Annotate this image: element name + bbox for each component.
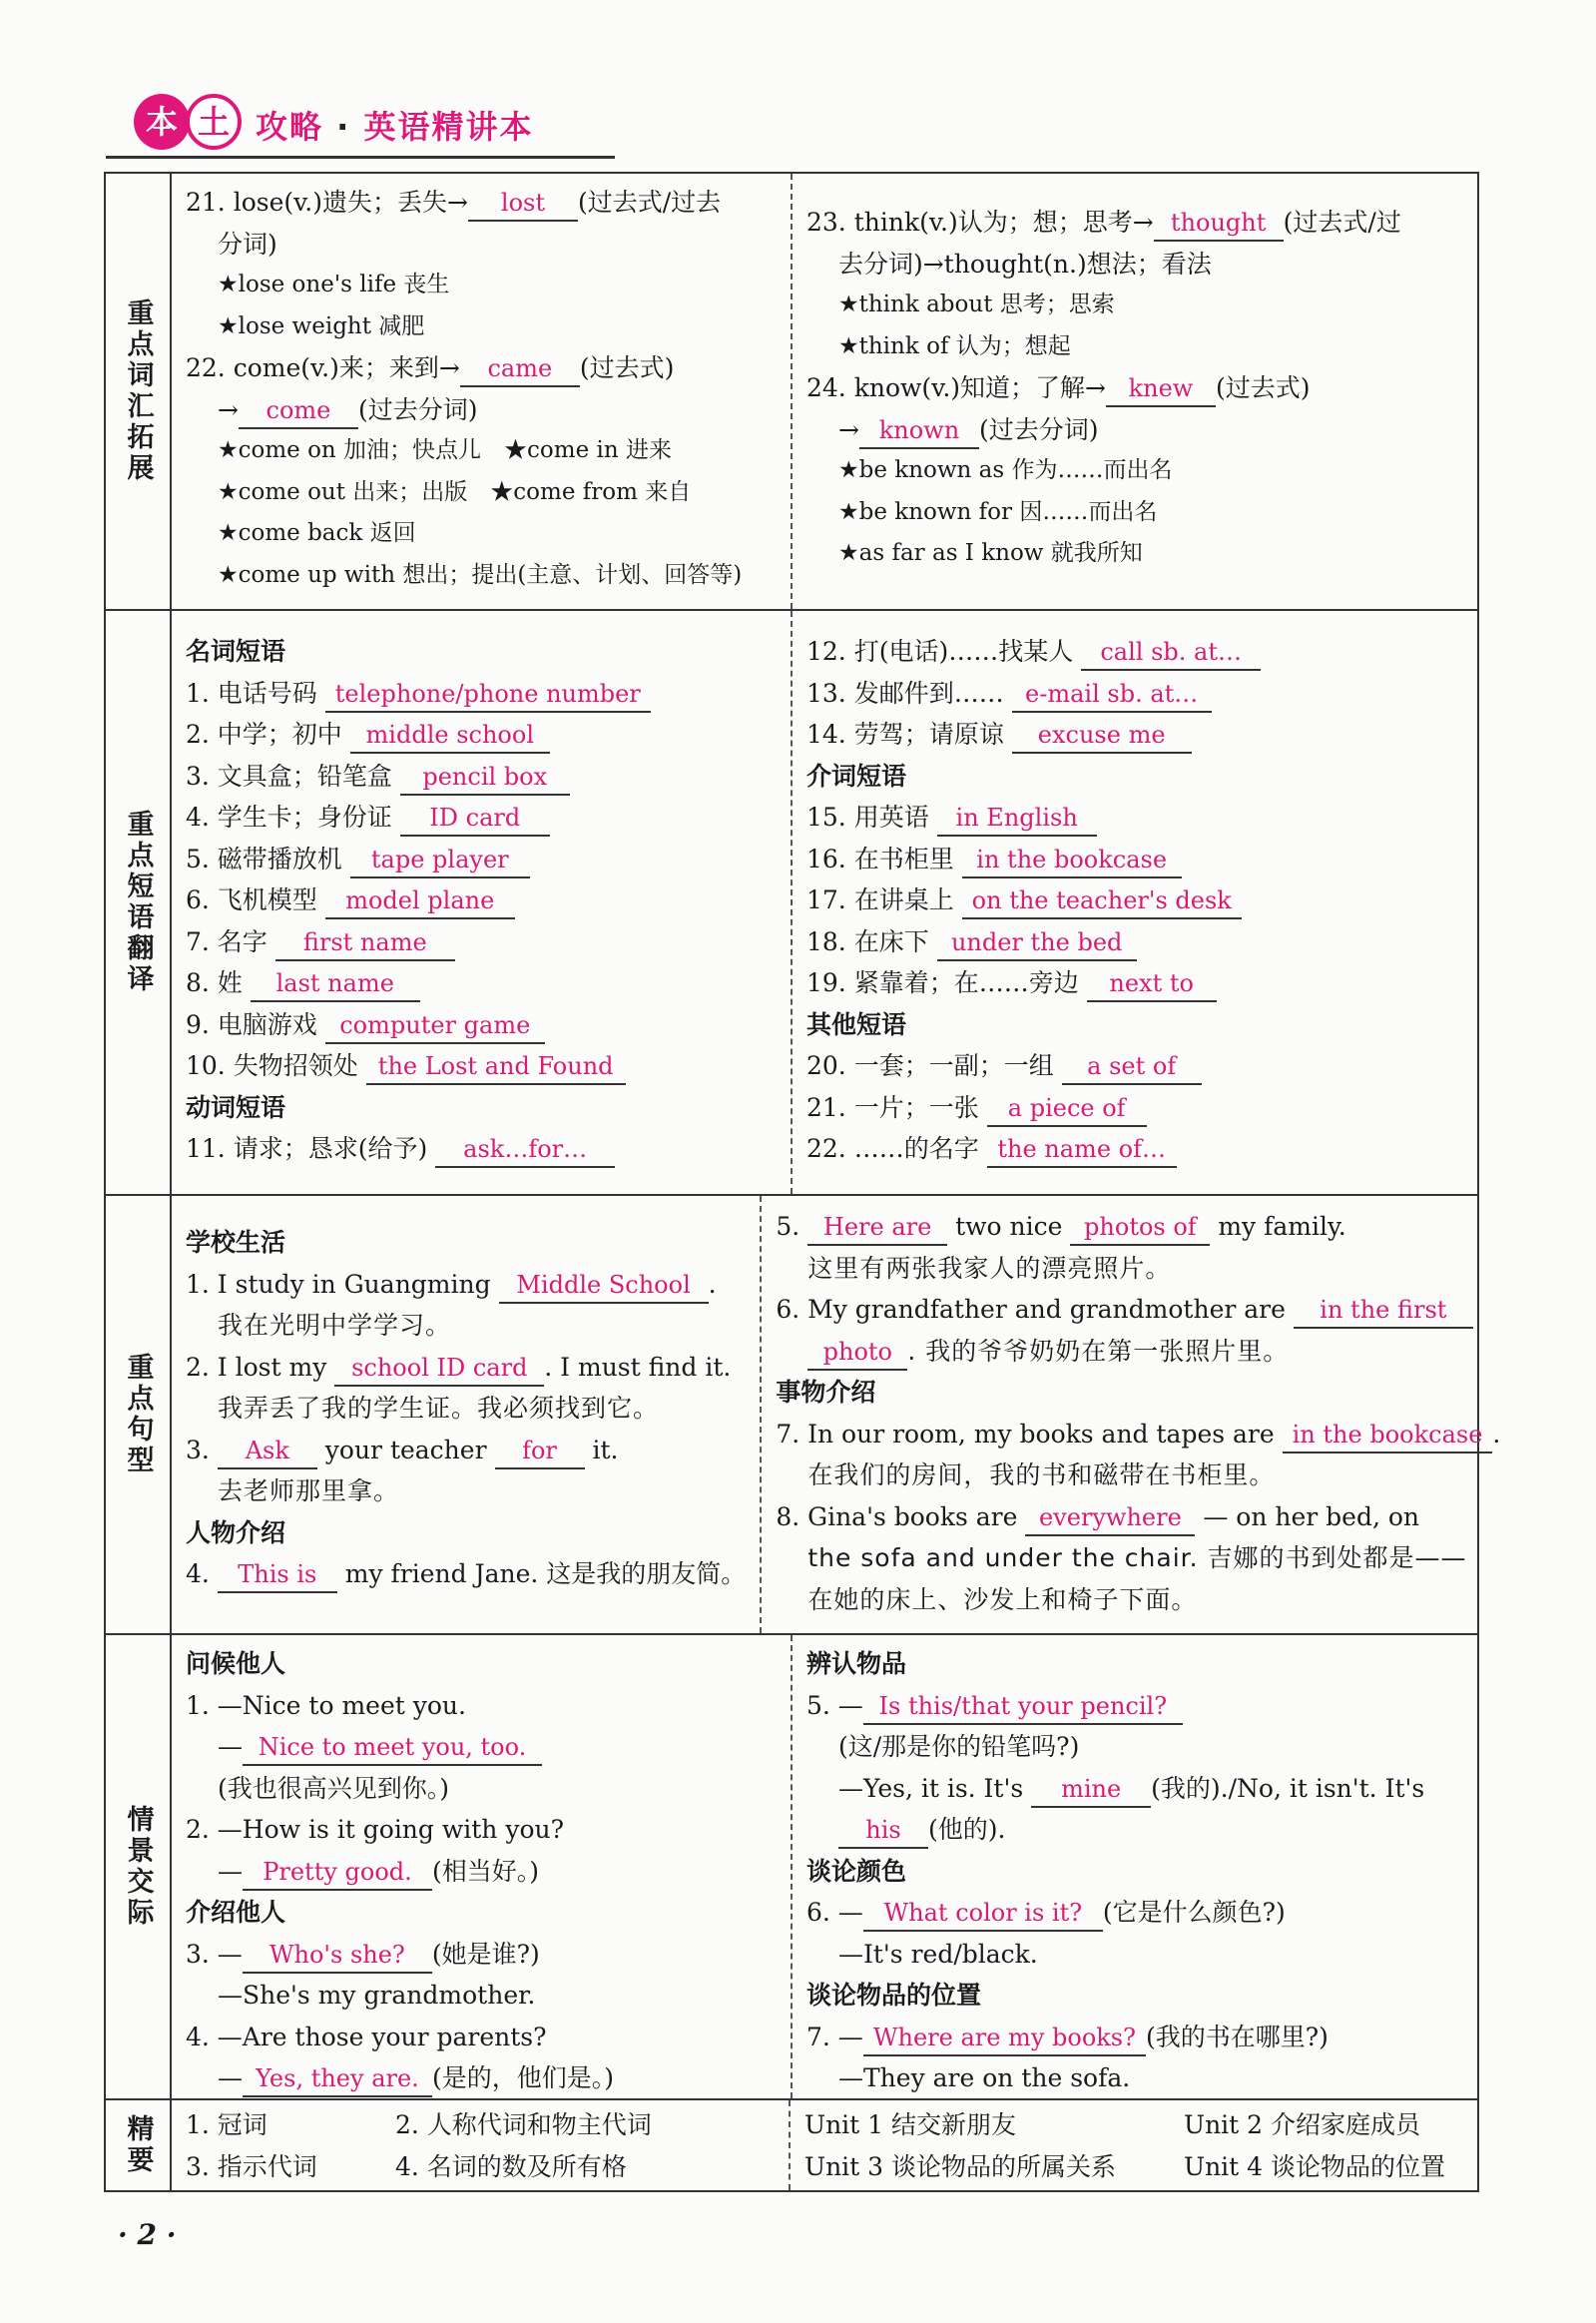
dialogue-left: 问候他人 1. —Nice to meet you. — Nice to meet you, too. (我也很高兴见到你。) 2. —How is it going with you? — Pretty good. (相当好。) 介绍他人 3. — Who's she? (她是谁?) —She's my grandmother. 4. —Are those your parents? — Yes, they are. (是的，他们是。) [172,1635,793,2098]
answer[interactable]: ask…for… [435,1132,615,1168]
answer[interactable]: in the bookcase [1283,1418,1493,1453]
answer[interactable]: Who's she? [243,1938,432,1974]
answer[interactable]: everywhere [1025,1500,1195,1536]
section-label: 重点词汇拓展 [106,174,172,609]
answer[interactable]: call sb. at… [1081,635,1261,671]
answer[interactable]: telephone/phone number [325,677,651,713]
section-phrases [106,611,1477,1196]
answer[interactable]: a piece of [987,1091,1147,1127]
summary-right: Unit 1 结交新朋友 Unit 2 介绍家庭成员 Unit 3 谈论物品的所属关系 Unit 4 谈论物品的位置 [804,2110,1446,2181]
section-vocab [106,174,1477,611]
section-label: 重点短语翻译 [106,611,172,1194]
answer[interactable]: in the first [1294,1293,1473,1329]
answer[interactable]: for [495,1434,585,1469]
answer[interactable]: Where are my books? [863,2021,1146,2056]
phrases-right: 12. 打(电话)……找某人 call sb. at… 13. 发邮件到…… e-mail sb. at… 14. 劳驾；请原谅 excuse me 介词短语 15. 用英语 in English 16. 在书柜里 in the bookcase 17. 在讲桌上 on the teacher's desk 18. 在床下 under the bed 19. 紧靠着；在……旁边 next to 其他短语 20. 一套；一副；一组 a set of 21. 一片；一张 a piece of 22. ……的名字 the name of… [793,611,1477,1194]
answer[interactable]: Is this/that your pencil? [863,1689,1183,1725]
answer[interactable]: Yes, they are. [243,2061,432,2097]
logo-char-2: 土 [186,94,242,150]
answer[interactable]: last name [251,966,420,1002]
answer[interactable]: thought [1154,206,1284,242]
answer[interactable]: excuse me [1012,718,1192,754]
page-number: · 2 · [118,2218,177,2251]
answer[interactable]: came [460,351,580,387]
answer[interactable]: come [239,393,358,429]
vocab-left: 21. lose(v.)遗失；丢失→ lost (过去式/过去 分词) ★lose one's life 丧生 ★lose weight 减肥 22. come(v.)来；来到→ came (过去式) → come (过去分词) ★come on 加油；快点儿 ★come in 进来 ★come out 出来；出版 ★come from 来自 ★come back 返回 ★come up with 想出；提出(主意、计划、回答等) [172,174,793,609]
answer[interactable]: tape player [350,843,530,878]
answer[interactable]: pencil box [400,760,570,796]
answer[interactable]: knew [1106,371,1216,407]
section-sentences [106,1196,1501,1635]
answer[interactable]: the Lost and Found [366,1049,626,1085]
book-name: 英语精讲本 [363,108,534,146]
answer[interactable]: Nice to meet you, too. [243,1730,542,1766]
answer[interactable]: school ID card [334,1351,544,1387]
answer[interactable]: first name [275,925,455,961]
answer[interactable]: known [859,413,979,449]
section-label: 精要 [106,2100,172,2190]
phrases-left: 名词短语 1. 电话号码 telephone/phone number 2. 中学；初中 middle school 3. 文具盒；铅笔盒 pencil box 4. 学生卡；身份证 ID card 5. 磁带播放机 tape player 6. 飞机模型 model plane 7. 名字 first name 8. 姓 last name 9. 电脑游戏 computer game 10. 失物招领处 the Lost and Found 动词短语 11. 请求；恳求(给予) ask…for… [172,611,793,1194]
answer[interactable]: Ask [218,1434,317,1469]
answer[interactable]: under the bed [937,925,1137,961]
answer[interactable]: e-mail sb. at… [1012,677,1212,713]
dialogue-right: 辨认物品 5. — Is this/that your pencil? (这/那是你的铅笔吗?) —Yes, it is. It's mine (我的)./No, it isn't. It's his (他的). 谈论颜色 6. — What color is it? (它是什么颜色?) —It's red/black. 谈论物品的位置 7. — Where are my books? (我的书在哪里?) —They are on the sofa. [806,1649,1425,2092]
answer[interactable]: middle school [350,718,550,754]
answer[interactable]: photos of [1070,1210,1210,1246]
answer[interactable]: next to [1087,966,1217,1002]
header-divider [106,156,615,159]
sentences-right: 5. Here are two nice photos of my family. 这里有两张我家人的漂亮照片。 6. My grandfather and grandmother are in the first photo . 我的爷爷奶奶在第一张照片里。 事物介绍 7. In our room, my books and tapes are in the bookcase . 在我们的房间，我的书和磁带在书柜里。 8. Gina's books are everywhere — on her bed, on the sofa and under the chair. 吉娜的书到处都是—— 在她的床上、沙发上和椅子下面。 [776,1212,1501,1614]
answer[interactable]: in English [937,801,1097,837]
answer[interactable]: the name of… [987,1132,1177,1168]
series-name: 攻略 [256,108,324,146]
answer[interactable]: a set of [1062,1049,1202,1085]
book-header [106,88,615,160]
vocab-right: 23. think(v.)认为；想；思考→ thought (过去式/过 去分词)→thought(n.)想法；看法 ★think about 思考；思索 ★think of 认为；想起 24. know(v.)知道；了解→ knew (过去式) → known (过去分词) ★be known as 作为……而出名 ★be known for 因……而出名 ★as far as I know 就我所知 [806,208,1401,566]
section-dialogue [106,1635,1477,2100]
answer[interactable]: computer game [325,1008,545,1044]
sentences-left: 学校生活 1. I study in Guangming Middle School . 我在光明中学学习。 2. I lost my school ID card . I must find it. 我弄丢了我的学生证。我必须找到它。 3. Ask your teacher for it. 去老师那里拿。 人物介绍 4. This is my friend Jane. 这是我的朋友简。 [172,1196,762,1633]
book-title [256,102,533,148]
logo-char-1: 本 [134,94,190,150]
answer[interactable]: What color is it? [863,1896,1103,1932]
answer[interactable]: This is [218,1557,337,1593]
answer[interactable]: lost [468,186,578,222]
content-table [104,172,1501,2192]
answer[interactable]: Middle School [499,1268,709,1304]
answer[interactable]: photo [807,1335,907,1371]
answer[interactable]: model plane [325,883,515,919]
section-summary [106,2100,1477,2190]
section-label: 重点句型 [106,1196,172,1633]
title-dot: · [336,108,351,146]
answer[interactable]: Here are [807,1210,947,1246]
answer[interactable]: on the teacher's desk [962,883,1242,919]
summary-left: 1. 冠词 2. 人称代词和物主代词 3. 指示代词 4. 名词的数及所有格 [172,2100,791,2190]
answer[interactable]: mine [1031,1772,1151,1808]
answer[interactable]: ID card [400,801,550,837]
answer[interactable]: his [838,1813,928,1849]
answer[interactable]: Pretty good. [243,1855,432,1891]
section-label: 情景交际 [106,1635,172,2098]
answer[interactable]: in the bookcase [962,843,1182,878]
